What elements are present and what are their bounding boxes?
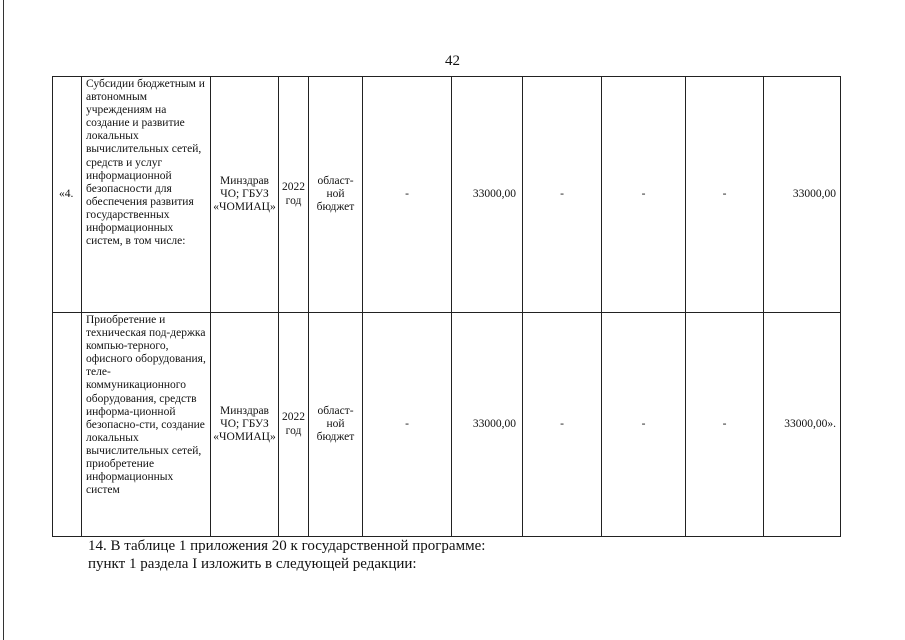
page-left-edge [3, 0, 4, 640]
amount-cell-5: - [686, 313, 764, 537]
amount-cell-4: - [602, 313, 686, 537]
total-cell: 33000,00 [764, 77, 841, 313]
year-cell: 2022 год [279, 77, 309, 313]
description-cell: Приобретение и техническая под-держка компью-терного, офисного оборудования, теле-коммуникационного оборудования, средств информа-ционной безопасно-сти, создание локальных вычислительных сетей, приобретение информационных систем [82, 313, 211, 537]
page-number: 42 [445, 53, 460, 69]
budget-table [52, 76, 841, 537]
total-cell: 33000,00». [764, 313, 841, 537]
row-number-cell [53, 313, 82, 537]
amount-cell-3: - [523, 77, 602, 313]
amendment-paragraph: 14. В таблице 1 приложения 20 к государственной программе: [88, 538, 486, 554]
amount-cell-2: 33000,00 [452, 77, 523, 313]
table-row [53, 313, 841, 537]
year-cell: 2022 год [279, 313, 309, 537]
funding-source-cell: област-ной бюджет [309, 77, 363, 313]
table-row [53, 77, 841, 313]
amount-cell-1: - [363, 77, 452, 313]
amount-cell-5: - [686, 77, 764, 313]
amendment-instruction: пункт 1 раздела I изложить в следующей редакции: [88, 556, 417, 572]
amount-cell-2: 33000,00 [452, 313, 523, 537]
executor-cell: Минздрав ЧО; ГБУЗ «ЧОМИАЦ» [211, 313, 279, 537]
executor-cell: Минздрав ЧО; ГБУЗ «ЧОМИАЦ» [211, 77, 279, 313]
funding-source-cell: област-ной бюджет [309, 313, 363, 537]
amount-cell-1: - [363, 313, 452, 537]
amount-cell-3: - [523, 313, 602, 537]
description-cell: Субсидии бюджетным и автономным учреждениям на создание и развитие локальных вычислительных сетей, средств и услуг информационной безопасности для обеспечения развития государственных информационных систем, в том числе: [82, 77, 211, 313]
row-number-cell: «4. [53, 77, 82, 313]
amount-cell-4: - [602, 77, 686, 313]
